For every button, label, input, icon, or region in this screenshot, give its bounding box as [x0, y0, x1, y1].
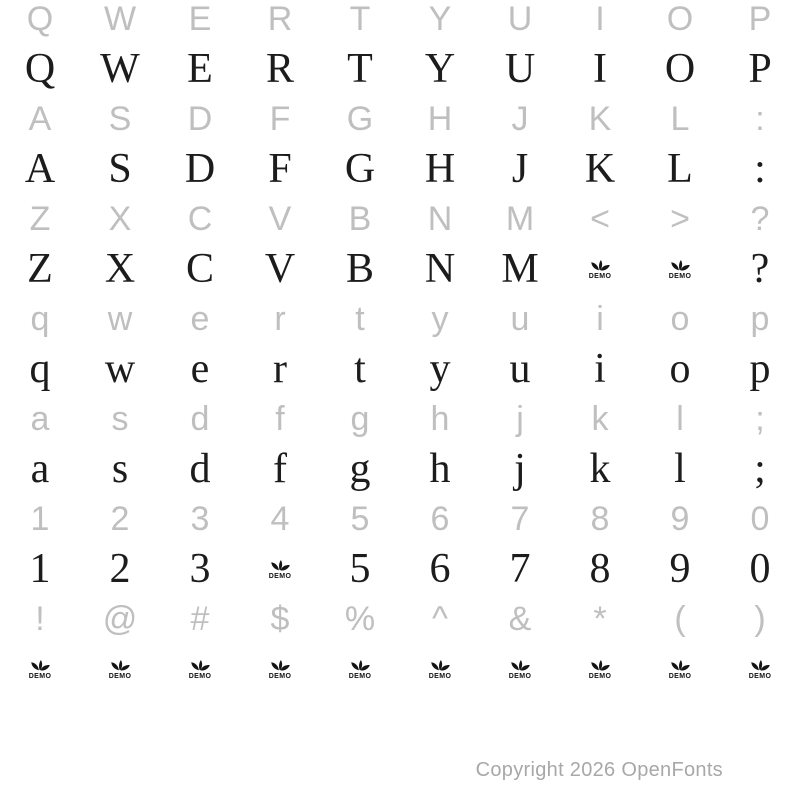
glyph-cell: 9: [669, 546, 691, 592]
glyph-cell: C: [185, 246, 214, 292]
glyph-cell: y: [429, 346, 451, 392]
glyph-cell: d: [189, 446, 211, 492]
glyph-cell: t: [354, 346, 366, 392]
glyph-cell: V: [268, 200, 292, 238]
demo-marker: [160, 644, 240, 694]
glyph-cell: 6: [430, 500, 450, 538]
glyph-cell: 2: [110, 500, 130, 538]
glyph-cell: q: [30, 300, 50, 338]
glyph-cell: s: [111, 446, 129, 492]
glyph-row-muted: [0, 294, 800, 344]
glyph-cell: G: [344, 146, 376, 192]
glyph-row-muted: [0, 494, 800, 544]
glyph-cell: i: [594, 346, 606, 392]
glyph-cell: X: [104, 246, 136, 292]
glyph-row-dark: [0, 344, 800, 394]
fleuron-icon: [429, 658, 452, 672]
demo-marker-label: DEMO: [268, 573, 292, 580]
glyph-cell: <: [590, 200, 610, 238]
glyph-cell: A: [24, 146, 56, 192]
fleuron-icon: [749, 658, 772, 672]
glyph-cell: O: [664, 46, 696, 92]
demo-marker-label: DEMO: [668, 273, 692, 280]
glyph-cell: Q: [24, 46, 56, 92]
glyph-cell: d: [190, 400, 210, 438]
glyph-cell: p: [749, 346, 771, 392]
glyph-cell: ?: [750, 200, 770, 238]
glyph-cell: W: [103, 0, 137, 38]
glyph-cell: H: [427, 100, 453, 138]
glyph-cell: e: [190, 300, 210, 338]
glyph-cell: :: [754, 146, 766, 192]
demo-marker-label: DEMO: [748, 673, 772, 680]
fleuron-icon: [669, 658, 692, 672]
glyph-row-muted: [0, 94, 800, 144]
copyright-text: Copyright 2026 OpenFonts: [475, 759, 723, 781]
glyph-cell: R: [265, 46, 294, 92]
demo-marker: [560, 244, 640, 294]
demo-marker-label: DEMO: [188, 673, 212, 680]
glyph-cell: i: [596, 300, 604, 338]
fleuron-icon: [669, 258, 692, 272]
demo-marker-label: DEMO: [508, 673, 532, 680]
glyph-cell: j: [514, 446, 526, 492]
glyph-cell: #: [190, 600, 210, 638]
fleuron-icon: [189, 658, 212, 672]
demo-marker-label: DEMO: [268, 673, 292, 680]
glyph-cell: F: [269, 100, 291, 138]
glyph-cell: F: [268, 146, 292, 192]
glyph-cell: s: [111, 400, 129, 438]
glyph-cell: 3: [190, 500, 210, 538]
glyph-cell: C: [187, 200, 213, 238]
glyph-cell: q: [29, 346, 51, 392]
glyph-cell: P: [748, 46, 772, 92]
glyph-cell: 5: [349, 546, 371, 592]
glyph-cell: O: [666, 0, 694, 38]
glyph-cell: h: [429, 446, 451, 492]
glyph-cell: 3: [189, 546, 211, 592]
glyph-cell: :: [755, 100, 765, 138]
glyph-cell: g: [350, 400, 370, 438]
demo-marker: [560, 644, 640, 694]
glyph-cell: 5: [350, 500, 370, 538]
glyph-cell: o: [670, 300, 690, 338]
glyph-cell: N: [424, 246, 456, 292]
glyph-cell: L: [670, 100, 690, 138]
glyph-cell: %: [344, 600, 376, 638]
glyph-cell: W: [100, 46, 140, 92]
glyph-row-muted: [0, 594, 800, 644]
glyph-cell: w: [107, 300, 133, 338]
glyph-cell: T: [349, 0, 371, 38]
demo-marker-label: DEMO: [348, 673, 372, 680]
glyph-cell: 8: [589, 546, 611, 592]
glyph-cell: e: [190, 346, 210, 392]
glyph-cell: U: [507, 0, 533, 38]
glyph-row-muted: [0, 394, 800, 444]
glyph-cell: H: [424, 146, 456, 192]
glyph-cell: J: [511, 100, 529, 138]
demo-marker-label: DEMO: [108, 673, 132, 680]
glyph-cell: 2: [109, 546, 131, 592]
glyph-cell: @: [102, 600, 138, 638]
glyph-cell: N: [427, 200, 453, 238]
glyph-cell: u: [509, 346, 531, 392]
glyph-cell: &: [508, 600, 532, 638]
glyph-cell: 0: [749, 546, 771, 592]
glyph-cell: T: [347, 46, 373, 92]
glyph-cell: ;: [754, 446, 766, 492]
demo-marker: [0, 644, 80, 694]
glyph-row-muted: [0, 194, 800, 244]
glyph-cell: t: [355, 300, 365, 338]
glyph-cell: R: [267, 0, 293, 38]
glyph-cell: L: [667, 146, 693, 192]
demo-marker-label: DEMO: [28, 673, 52, 680]
glyph-cell: Y: [428, 0, 452, 38]
glyph-cell: E: [188, 0, 212, 38]
glyph-cell: 1: [29, 546, 51, 592]
glyph-cell: f: [273, 446, 287, 492]
demo-marker-label: DEMO: [588, 273, 612, 280]
glyph-row-dark: [0, 644, 800, 694]
glyph-cell: K: [584, 146, 616, 192]
glyph-cell: l: [674, 446, 686, 492]
glyph-cell: k: [591, 400, 609, 438]
demo-marker: [640, 244, 720, 294]
glyph-cell: u: [510, 300, 530, 338]
glyph-cell: Z: [27, 246, 53, 292]
glyph-cell: a: [30, 446, 50, 492]
glyph-cell: (: [674, 600, 686, 638]
glyph-row-dark: [0, 144, 800, 194]
glyph-row-dark: [0, 44, 800, 94]
glyph-cell: J: [511, 146, 529, 192]
glyph-cell: !: [35, 600, 45, 638]
glyph-cell: r: [274, 300, 286, 338]
demo-marker: [320, 644, 400, 694]
demo-marker-label: DEMO: [428, 673, 452, 680]
glyph-cell: X: [108, 200, 132, 238]
glyph-cell: ;: [755, 400, 765, 438]
fleuron-icon: [349, 658, 372, 672]
glyph-cell: 9: [670, 500, 690, 538]
glyph-cell: G: [346, 100, 374, 138]
glyph-cell: l: [676, 400, 684, 438]
glyph-cell: D: [184, 146, 216, 192]
glyph-cell: a: [30, 400, 50, 438]
glyph-cell: U: [504, 46, 536, 92]
demo-marker-label: DEMO: [588, 673, 612, 680]
glyph-row-muted: [0, 0, 800, 44]
glyph-cell: *: [593, 600, 607, 638]
glyph-cell: 6: [429, 546, 451, 592]
glyph-cell: w: [104, 346, 136, 392]
glyph-cell: $: [270, 600, 290, 638]
glyph-cell: 8: [590, 500, 610, 538]
glyph-cell: o: [669, 346, 691, 392]
demo-marker: [80, 644, 160, 694]
glyph-cell: I: [595, 0, 605, 38]
fleuron-icon: [269, 558, 292, 572]
glyph-cell: 1: [30, 500, 50, 538]
fleuron-icon: [589, 258, 612, 272]
glyph-cell: 7: [509, 546, 531, 592]
glyph-cell: Z: [29, 200, 51, 238]
glyph-cell: V: [264, 246, 296, 292]
glyph-cell: A: [28, 100, 52, 138]
glyph-cell: g: [349, 446, 371, 492]
glyph-cell: 0: [750, 500, 770, 538]
glyph-cell: r: [273, 346, 287, 392]
glyph-cell: f: [275, 400, 285, 438]
fleuron-icon: [509, 658, 532, 672]
fleuron-icon: [29, 658, 52, 672]
glyph-cell: ): [754, 600, 766, 638]
glyph-row-dark: [0, 244, 800, 294]
glyph-cell: h: [430, 400, 450, 438]
glyph-row-dark: [0, 444, 800, 494]
glyph-cell: I: [593, 46, 607, 92]
fleuron-icon: [109, 658, 132, 672]
demo-marker: [240, 644, 320, 694]
glyph-cell: B: [348, 200, 372, 238]
demo-marker: [240, 544, 320, 594]
glyph-cell: E: [187, 46, 213, 92]
fleuron-icon: [589, 658, 612, 672]
glyph-cell: >: [670, 200, 690, 238]
glyph-cell: 4: [270, 500, 290, 538]
glyph-cell: p: [750, 300, 770, 338]
glyph-cell: M: [501, 246, 539, 292]
glyph-cell: D: [187, 100, 213, 138]
glyph-cell: ^: [432, 600, 448, 638]
glyph-cell: S: [108, 146, 132, 192]
glyph-cell: S: [108, 100, 132, 138]
glyph-cell: K: [588, 100, 612, 138]
glyph-cell: j: [516, 400, 524, 438]
glyph-cell: Q: [26, 0, 54, 38]
demo-marker: [720, 644, 800, 694]
glyph-row-dark: [0, 544, 800, 594]
fleuron-icon: [269, 658, 292, 672]
glyph-cell: B: [345, 246, 374, 292]
glyph-cell: 7: [510, 500, 530, 538]
glyph-cell: ?: [750, 246, 770, 292]
glyph-cell: M: [505, 200, 535, 238]
demo-marker: [640, 644, 720, 694]
demo-marker: [400, 644, 480, 694]
demo-marker: [480, 644, 560, 694]
glyph-cell: P: [748, 0, 772, 38]
glyph-cell: y: [431, 300, 449, 338]
demo-marker-label: DEMO: [668, 673, 692, 680]
glyph-cell: k: [589, 446, 611, 492]
glyph-cell: Y: [424, 46, 456, 92]
